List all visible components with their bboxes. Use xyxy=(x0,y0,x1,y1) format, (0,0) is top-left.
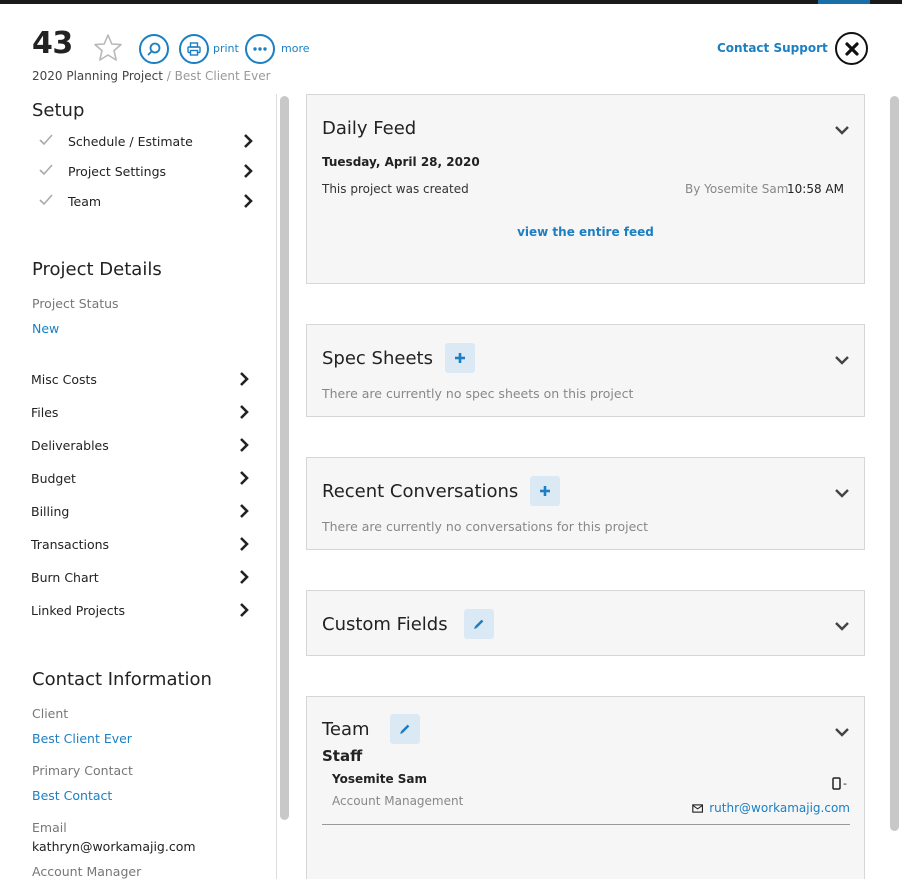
sidebar-item-label: Deliverables xyxy=(31,438,109,453)
primary-contact-label: Primary Contact xyxy=(32,763,133,778)
setup-item-label: Schedule / Estimate xyxy=(68,134,193,149)
email-value: kathryn@workamajig.com xyxy=(32,839,196,854)
chevron-right-icon xyxy=(242,133,254,149)
team-member-email-row[interactable] xyxy=(692,801,850,815)
spec-sheets-title: Spec Sheets xyxy=(322,348,433,369)
spec-sheets-panel xyxy=(306,324,865,417)
client-value[interactable]: Best Client Ever xyxy=(32,731,132,746)
email-label: Email xyxy=(32,820,67,835)
contact-support-link[interactable]: Contact Support xyxy=(717,41,828,55)
sidebar-item-label: Billing xyxy=(31,504,70,519)
check-icon xyxy=(38,193,54,207)
chevron-right-icon xyxy=(238,536,250,552)
star-icon[interactable] xyxy=(92,32,124,64)
team-member-name: Yosemite Sam xyxy=(332,772,428,786)
breadcrumb-project[interactable]: 2020 Planning Project xyxy=(32,69,163,83)
sidebar-item-label: Burn Chart xyxy=(31,570,99,585)
team-member-email[interactable]: ruthr@workamajig.com xyxy=(709,801,850,815)
feed-entry-author: By Yosemite Sam xyxy=(685,182,789,196)
print-link[interactable]: print xyxy=(213,42,239,55)
custom-fields-panel xyxy=(306,590,865,656)
setup-item-label: Project Settings xyxy=(68,164,167,179)
plus-icon xyxy=(454,352,466,364)
team-panel xyxy=(306,696,865,879)
breadcrumb-client[interactable]: Best Client Ever xyxy=(174,69,271,83)
plus-icon xyxy=(539,485,551,497)
pencil-icon xyxy=(473,618,485,630)
team-divider xyxy=(322,824,850,825)
chevron-right-icon xyxy=(238,437,250,453)
chevron-down-icon[interactable] xyxy=(834,726,850,738)
recent-conversations-panel xyxy=(306,457,865,550)
project-status-label: Project Status xyxy=(32,296,119,311)
daily-feed-title: Daily Feed xyxy=(322,118,417,139)
sidebar-item-label: Files xyxy=(31,405,59,420)
project-status-value[interactable]: New xyxy=(32,321,60,336)
team-member-phone xyxy=(832,777,847,790)
team-title: Team xyxy=(322,719,370,740)
chevron-right-icon xyxy=(238,503,250,519)
sidebar-divider xyxy=(276,94,277,879)
sidebar-item-linked-projects[interactable] xyxy=(31,599,255,623)
sidebar-item-billing[interactable] xyxy=(31,500,255,524)
setup-item-team[interactable] xyxy=(32,190,256,214)
project-header xyxy=(0,4,902,90)
setup-item-schedule[interactable] xyxy=(32,130,256,154)
sidebar-item-burn-chart[interactable] xyxy=(31,566,255,590)
sidebar-scrollbar[interactable] xyxy=(280,96,289,820)
setup-title: Setup xyxy=(32,100,85,121)
sidebar-item-deliverables[interactable] xyxy=(31,434,255,458)
sidebar xyxy=(0,94,276,879)
chevron-down-icon[interactable] xyxy=(834,487,850,499)
close-button[interactable] xyxy=(835,32,868,65)
spec-sheets-empty-message: There are currently no spec sheets on this project xyxy=(322,386,634,401)
sidebar-item-misc-costs[interactable] xyxy=(31,368,255,392)
contact-information-title: Contact Information xyxy=(32,669,212,690)
daily-feed-panel xyxy=(306,94,865,284)
view-entire-feed-link[interactable]: view the entire feed xyxy=(517,225,654,239)
conversations-empty-message: There are currently no conversations for this project xyxy=(322,519,649,534)
add-conversation-button[interactable] xyxy=(530,476,560,506)
mail-icon xyxy=(692,803,703,814)
custom-fields-title: Custom Fields xyxy=(322,614,448,635)
sidebar-item-label: Transactions xyxy=(31,537,110,552)
sidebar-item-label: Budget xyxy=(31,471,76,486)
setup-item-label: Team xyxy=(68,194,102,209)
breadcrumb-separator: / xyxy=(162,69,175,83)
chevron-right-icon xyxy=(242,163,254,179)
main-scrollbar[interactable] xyxy=(890,96,899,831)
add-spec-sheet-button[interactable] xyxy=(445,343,475,373)
chevron-right-icon xyxy=(238,569,250,585)
chevron-right-icon xyxy=(238,470,250,486)
setup-item-project-settings[interactable] xyxy=(32,160,256,184)
sidebar-item-transactions[interactable] xyxy=(31,533,255,557)
recent-conversations-title: Recent Conversations xyxy=(322,481,519,502)
check-icon xyxy=(38,163,54,177)
chevron-right-icon xyxy=(242,193,254,209)
edit-team-button[interactable] xyxy=(390,714,420,744)
staff-label: Staff xyxy=(322,747,363,765)
team-member-phone-value: - xyxy=(843,777,847,790)
chevron-down-icon[interactable] xyxy=(834,124,850,136)
chevron-right-icon xyxy=(238,371,250,387)
feed-entry-text: This project was created xyxy=(322,182,469,196)
client-label: Client xyxy=(32,706,69,721)
chevron-down-icon[interactable] xyxy=(834,620,850,632)
phone-icon xyxy=(832,777,841,790)
check-icon xyxy=(38,133,54,147)
feed-entry-time: 10:58 AM xyxy=(787,182,844,196)
close-icon xyxy=(845,42,859,56)
chevron-right-icon xyxy=(238,602,250,618)
project-number: 43 xyxy=(32,26,73,61)
print-button[interactable] xyxy=(179,34,209,64)
search-button[interactable] xyxy=(139,34,169,64)
search-icon xyxy=(146,41,162,57)
feed-date: Tuesday, April 28, 2020 xyxy=(322,155,480,169)
more-link[interactable]: more xyxy=(281,42,310,55)
pencil-icon xyxy=(399,723,411,735)
edit-custom-fields-button[interactable] xyxy=(464,609,494,639)
print-icon xyxy=(186,41,202,57)
sidebar-item-budget[interactable] xyxy=(31,467,255,491)
primary-contact-value[interactable]: Best Contact xyxy=(32,788,113,803)
account-manager-label: Account Manager xyxy=(32,864,142,879)
more-button[interactable] xyxy=(245,34,275,64)
sidebar-item-label: Linked Projects xyxy=(31,603,126,618)
project-details-title: Project Details xyxy=(32,259,162,280)
sidebar-item-label: Misc Costs xyxy=(31,372,97,387)
sidebar-item-files[interactable] xyxy=(31,401,255,425)
chevron-down-icon[interactable] xyxy=(834,354,850,366)
chevron-right-icon xyxy=(238,404,250,420)
team-member-role: Account Management xyxy=(332,794,464,808)
breadcrumb xyxy=(32,69,271,83)
more-icon xyxy=(252,46,268,52)
